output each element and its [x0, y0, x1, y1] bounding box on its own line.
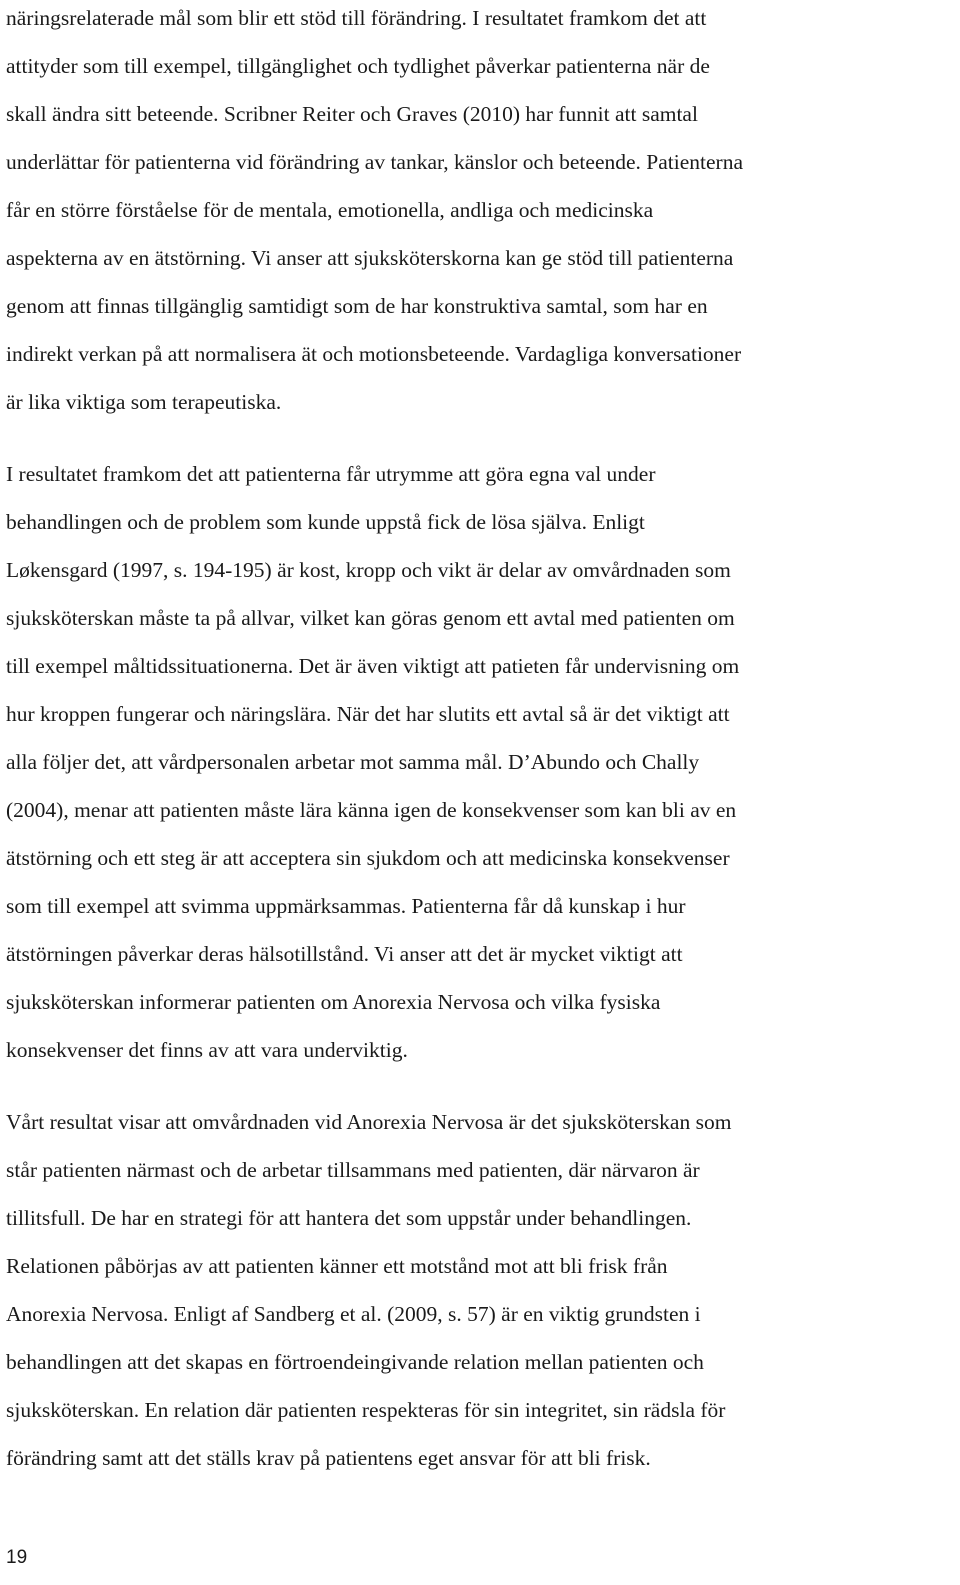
text-line: (2004), menar att patienten måste lära känna igen de konsekvenser som kan bli av en	[6, 798, 737, 822]
text-line: som till exempel att svimma uppmärksammas. Patienterna får då kunskap i hur	[6, 894, 686, 918]
text-line: tillitsfull. De har en strategi för att hantera det som uppstår under behandlingen.	[6, 1206, 692, 1230]
text-line: Relationen påbörjas av att patienten känner ett motstånd mot att bli frisk från	[6, 1254, 668, 1278]
text-line: är lika viktiga som terapeutiska.	[6, 390, 282, 414]
document-page	[6, 0, 954, 1470]
text-line: indirekt verkan på att normalisera ät och motionsbeteende. Vardagliga konversationer	[6, 342, 742, 366]
text-line: hur kroppen fungerar och näringslära. När det har slutits ett avtal så är det viktigt att	[6, 702, 730, 726]
page-number: 19	[6, 1547, 28, 1568]
text-line: underlättar för patienterna vid förändring av tankar, känslor och beteende. Patienterna	[6, 150, 743, 174]
text-line: attityder som till exempel, tillgänglighet och tydlighet påverkar patienterna när de	[6, 54, 710, 78]
text-line: I resultatet framkom det att patienterna får utrymme att göra egna val under	[6, 462, 656, 486]
text-line: ätstörning och ett steg är att acceptera sin sjukdom och att medicinska konsekvenser	[6, 846, 730, 870]
text-line: till exempel måltidssituationerna. Det är även viktigt att patieten får undervisning om	[6, 654, 740, 678]
text-line: behandlingen att det skapas en förtroendeingivande relation mellan patienten och	[6, 1350, 704, 1374]
paragraph-1	[6, 6, 954, 414]
text-line: aspekterna av en ätstörning. Vi anser att sjuksköterskorna kan ge stöd till patienterna	[6, 246, 734, 270]
text-line: får en större förståelse för de mentala, emotionella, andliga och medicinska	[6, 198, 654, 222]
paragraph-3	[6, 1110, 954, 1470]
text-line: sjuksköterskan informerar patienten om Anorexia Nervosa och vilka fysiska	[6, 990, 661, 1014]
text-line: näringsrelaterade mål som blir ett stöd till förändring. I resultatet framkom det att	[6, 6, 707, 30]
text-line: sjuksköterskan måste ta på allvar, vilket kan göras genom ett avtal med patienten om	[6, 606, 735, 630]
text-line: förändring samt att det ställs krav på patientens eget ansvar för att bli frisk.	[6, 1446, 651, 1470]
text-line: står patienten närmast och de arbetar tillsammans med patienten, där närvaron är	[6, 1158, 700, 1182]
text-line: behandlingen och de problem som kunde uppstå fick de lösa själva. Enligt	[6, 510, 645, 534]
text-line: ätstörningen påverkar deras hälsotillstånd. Vi anser att det är mycket viktigt att	[6, 942, 683, 966]
text-line: genom att finnas tillgänglig samtidigt som de har konstruktiva samtal, som har en	[6, 294, 708, 318]
text-line: Vårt resultat visar att omvårdnaden vid Anorexia Nervosa är det sjuksköterskan som	[6, 1110, 732, 1134]
text-line: skall ändra sitt beteende. Scribner Reiter och Graves (2010) har funnit att samtal	[6, 102, 698, 126]
text-line: Løkensgard (1997, s. 194-195) är kost, kropp och vikt är delar av omvårdnaden som	[6, 558, 731, 582]
paragraph-2	[6, 462, 954, 1062]
text-line: konsekvenser det finns av att vara underviktig.	[6, 1038, 408, 1062]
text-line: alla följer det, att vårdpersonalen arbetar mot samma mål. D’Abundo och Chally	[6, 750, 700, 774]
text-line: Anorexia Nervosa. Enligt af Sandberg et al. (2009, s. 57) är en viktig grundsten i	[6, 1302, 701, 1326]
text-line: sjuksköterskan. En relation där patienten respekteras för sin integritet, sin rädsla för	[6, 1398, 726, 1422]
